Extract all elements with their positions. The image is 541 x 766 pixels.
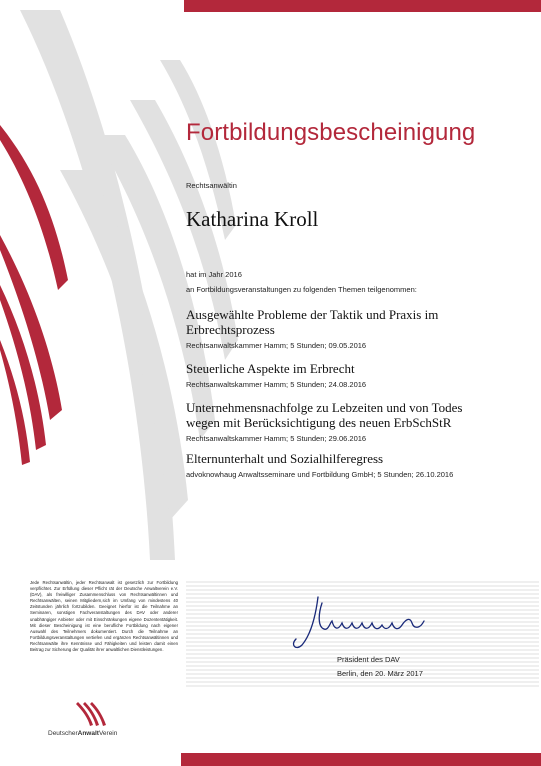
course-meta: Rechtsanwaltskammer Hamm; 5 Stunden; 29.06.2016 xyxy=(186,434,367,443)
place-date: Berlin, den 20. März 2017 xyxy=(337,669,423,678)
course-title: Steuerliche Aspekte im Erbrecht xyxy=(186,361,355,376)
course-meta: advoknowhaug Anwaltsseminare und Fortbildung GmbH; 5 Stunden; 26.10.2016 xyxy=(186,470,454,479)
course-item xyxy=(186,400,486,444)
course-item xyxy=(186,307,486,351)
top-accent-bar xyxy=(184,0,541,12)
certificate-title: Fortbildungsbescheinigung xyxy=(186,119,476,146)
intro-line-1: hat im Jahr 2016 xyxy=(186,270,242,279)
bottom-accent-bar xyxy=(181,753,541,766)
course-title: Ausgewählte Probleme der Taktik und Praxis im Erbrechtsprozess xyxy=(186,307,439,337)
course-title: Unternehmensnachfolge zu Lebzeiten und von Todes wegen mit Berücksichtigung des neuen ErbSchStR xyxy=(186,400,463,430)
course-item xyxy=(186,451,486,480)
course-title: Elternunterhalt und Sozialhilferegress xyxy=(186,451,384,466)
course-item xyxy=(186,361,486,390)
recipient-role: Rechtsanwältin xyxy=(186,181,237,190)
recipient-name: Katharina Kroll xyxy=(186,207,319,231)
dav-logo-icon xyxy=(74,700,108,728)
footnote-text: Jede Rechtsanwältin, jeder Rechtsanwalt ist gesetzlich zur Fortbildung verpflichtet. Zur Erfüllung dieser Pflicht rät der Deutsche Anwaltverein e.V. (DAV), als freiwilliger Zusammenschluss von Rechtsanwältinnen und Rechtsanwälten, seinen Mitgliedern,sich im Umfang von mindestens 40 Zeitstunden jährlich fortzubilden. Geeignet hierfür ist die Teilnahme an Seminaren, sonstigen Fachveranstaltungen des DAV oder anderer unabhängiger Anbieter oder mit Einschränkungen eigene Dozententätigkeit. Mit dieser Bescheinigung ist eine berufliche Fortbildung nach eigener Auswahl des Teilnehmers dokumentiert. Durch die Teilnahme an Fortbildungsveranstaltungen vertiefen und ergänzen Rechtsanwältinnen und Rechtsanwälte ihre Kenntnisse und Fähigkeiten und leisten damit einen Beitrag zur Sicherung der Qualität ihrer anwaltlichen Dienstleistungen. xyxy=(30,580,178,653)
dav-logo-text: DeutscherAnwaltVerein xyxy=(48,730,118,737)
course-meta: Rechtsanwaltskammer Hamm; 5 Stunden; 24.08.2016 xyxy=(186,380,367,389)
signatory-role: Präsident des DAV xyxy=(337,655,400,664)
course-meta: Rechtsanwaltskammer Hamm; 5 Stunden; 09.05.2016 xyxy=(186,341,367,350)
signature-image xyxy=(288,593,438,653)
intro-line-2: an Fortbildungsveranstaltungen zu folgenden Themen teilgenommen: xyxy=(186,285,417,294)
